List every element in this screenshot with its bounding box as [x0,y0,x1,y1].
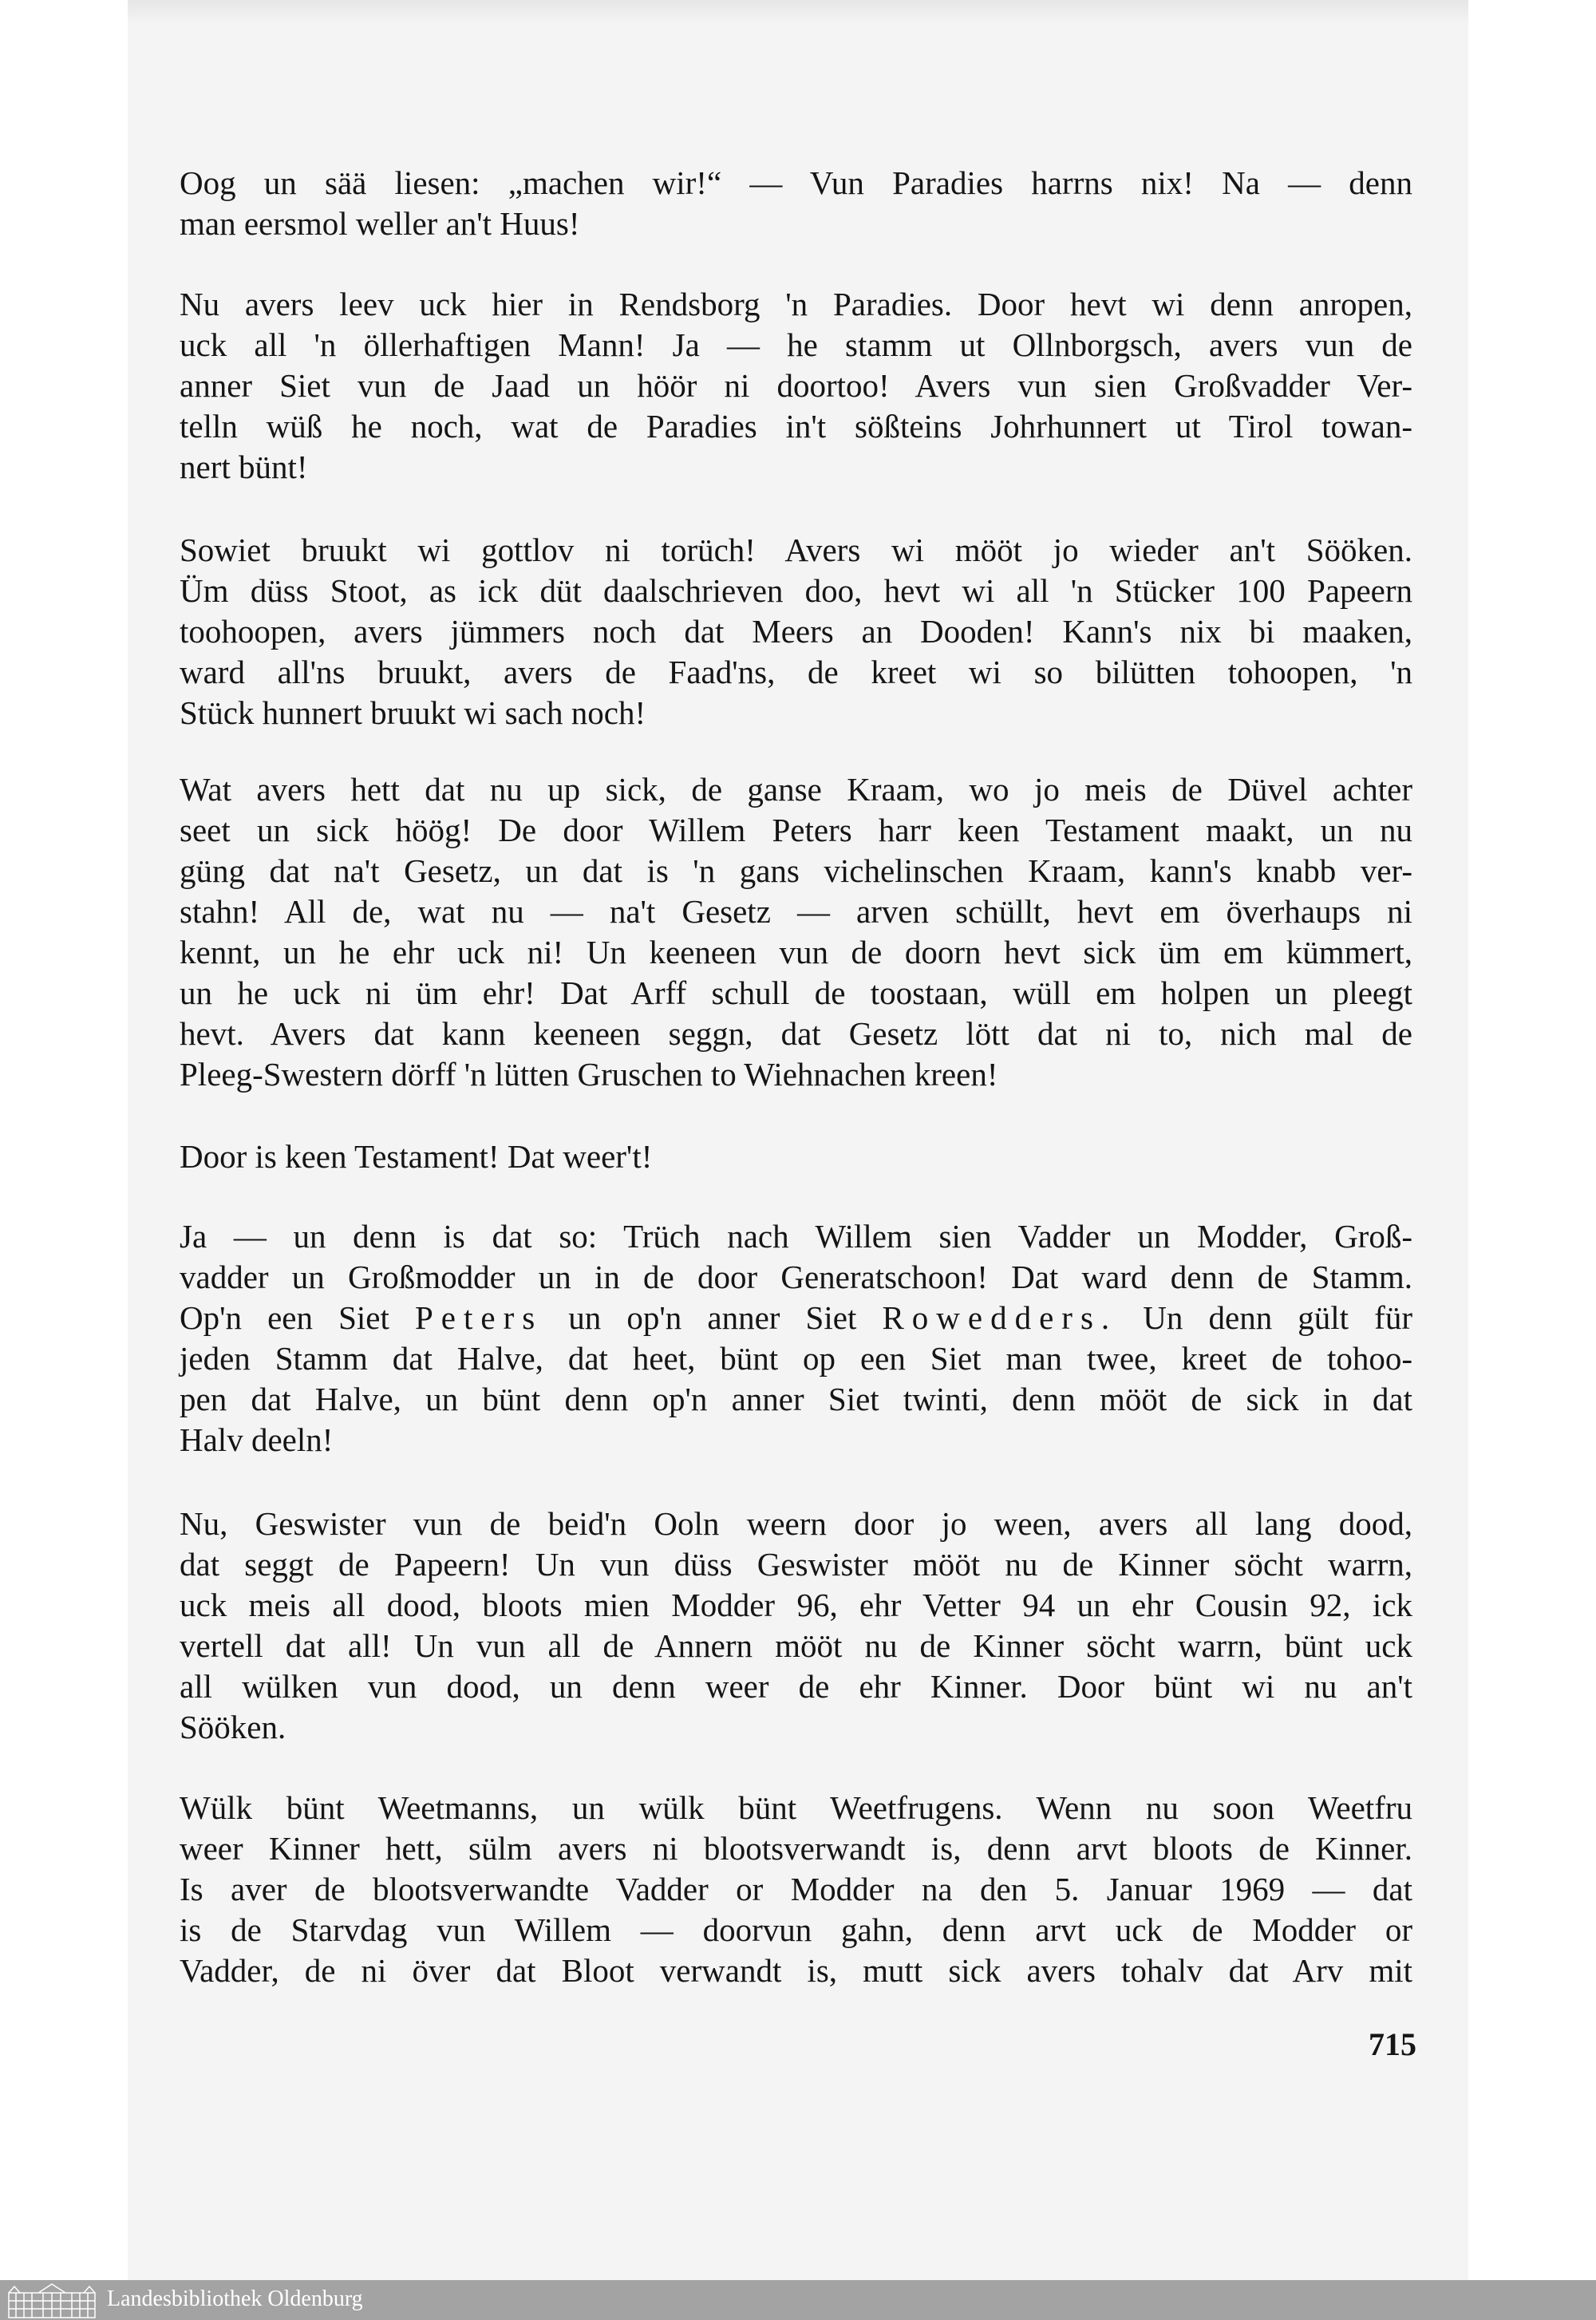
spaced-name: Rowedders. [882,1299,1118,1336]
page-edge [128,0,1468,24]
text-segment: uck all 'n öllerhaftigen Mann! Ja — he stamm ut Ollnborgsch, avers vun de [180,326,1412,363]
text-segment: toohoopen, avers jümmers noch dat Meers an Dooden! Kann's nix bi maaken, [180,613,1412,650]
text-segment: anner Siet vun de Jaad un höör ni doortoo! Avers vun sien Großvadder Ver- [180,367,1412,404]
text-line [180,1504,1412,1544]
text-segment: Ja — un denn is dat so: Trüch nach Willem sien Vadder un Modder, Groß- [180,1218,1412,1255]
text-segment: Wat avers hett dat nu up sick, de ganse Kraam, wo jo meis de Düvel achter [180,771,1412,808]
text-line [180,891,1412,932]
text-segment: Op'n een Siet [180,1299,415,1336]
text-segment: jeden Stamm dat Halve, dat heet, bünt op een Siet man twee, kreet de tohoo- [180,1340,1412,1377]
text-segment: weer Kinner hett, sülm avers ni blootsverwandt is, denn arvt bloots de Kinner. [180,1830,1412,1867]
text-line [180,611,1412,652]
text-line [180,851,1412,891]
text-line [180,366,1412,406]
library-name: Landesbibliothek Oldenburg [107,2286,363,2311]
text-line [180,1585,1412,1626]
text-line [180,1950,1412,1991]
paragraph [180,1504,1412,1748]
text-line [180,204,1412,244]
text-segment: un he uck ni üm ehr! Dat Arff schull de toostaan, wüll em holpen un pleegt [180,974,1412,1011]
text-line [180,1869,1412,1910]
text-line [180,1379,1412,1420]
text-segment: is de Starvdag vun Willem — doorvun gahn, denn arvt uck de Modder or [180,1911,1412,1948]
text-line [180,1910,1412,1950]
text-line [180,1257,1412,1298]
text-segment: Oog un sää liesen: „machen wir!“ — Vun Paradies harrns nix! Na — denn [180,164,1412,201]
text-segment: ward all'ns bruukt, avers de Faad'ns, de kreet wi so bilütten tohoopen, 'n [180,654,1412,690]
text-segment: Üm düss Stoot, as ick düt daalschrieven doo, hevt wi all 'n Stücker 100 Papeern [180,572,1412,609]
text-line [180,1298,1412,1338]
text-line [180,1626,1412,1666]
paragraph [180,1216,1412,1460]
text-segment: Un denn gült für [1117,1299,1412,1336]
text-line [180,1136,1412,1177]
text-line [180,1216,1412,1257]
text-line [180,652,1412,693]
paragraph [180,530,1412,733]
text-line [180,1420,1412,1460]
text-line [180,284,1412,325]
text-segment: Door is keen Testament! Dat weer't! [180,1138,653,1175]
text-segment: kennt, un he ehr uck ni! Un keeneen vun de doorn hevt sick üm em kümmert, [180,934,1412,970]
paragraph [180,769,1412,1095]
text-line [180,1707,1412,1748]
text-line [180,1054,1412,1095]
text-line [180,973,1412,1014]
text-line [180,163,1412,204]
text-segment: telln wüß he noch, wat de Paradies in't sößteins Johrhunnert ut Tirol towan- [180,408,1412,445]
text-segment: Stück hunnert bruukt wi sach noch! [180,694,646,731]
paragraph [180,284,1412,488]
text-segment: seet un sick höög! De door Willem Peters harr keen Testament maakt, un nu [180,812,1412,848]
text-line [180,932,1412,973]
text-segment: Halv deeln! [180,1421,334,1458]
text-segment: pen dat Halve, un bünt denn op'n anner Siet twinti, denn mööt de sick in dat [180,1381,1412,1417]
page-number: 715 [1369,2026,1416,2062]
text-segment: Pleeg-Swestern dörff 'n lütten Gruschen to Wiehnachen kreen! [180,1056,998,1093]
text-line [180,571,1412,611]
text-line [180,769,1412,810]
text-segment: Sowiet bruukt wi gottlov ni torüch! Avers wi mööt jo wieder an't Sööken. [180,532,1412,568]
text-line [180,406,1412,447]
text-line [180,810,1412,851]
text-segment: nert bünt! [180,449,308,485]
text-segment: Vadder, de ni över dat Bloot verwandt is, mutt sick avers tohalv dat Arv mit [180,1952,1412,1989]
text-segment: Is aver de blootsverwandte Vadder or Modder na den 5. Januar 1969 — dat [180,1871,1412,1907]
text-line [180,1828,1412,1869]
text-segment: Sööken. [180,1709,286,1745]
text-segment: stahn! All de, wat nu — na't Gesetz — arven schüllt, hevt em överhaups ni [180,893,1412,930]
library-building-logo [6,2282,98,2318]
text-segment: Wülk bünt Weetmanns, un wülk bünt Weetfrugens. Wenn nu soon Weetfru [180,1789,1412,1826]
text-line [180,530,1412,571]
text-segment: dat seggt de Papeern! Un vun düss Geswister mööt nu de Kinner söcht warrn, [180,1546,1412,1583]
text-line [180,1788,1412,1828]
paragraph [180,1788,1412,1991]
text-segment: hevt. Avers dat kann keeneen seggn, dat Gesetz lött dat ni to, nich mal de [180,1015,1412,1052]
paragraph [180,163,1412,244]
text-line [180,1338,1412,1379]
paragraph [180,1136,1412,1177]
text-segment: all wülken vun dood, un denn weer de ehr Kinner. Door bünt wi nu an't [180,1668,1412,1705]
text-segment: güng dat na't Gesetz, un dat is 'n gans vichelinschen Kraam, kann's knabb ver- [180,852,1412,889]
text-segment: vertell dat all! Un vun all de Annern mööt nu de Kinner söcht warrn, bünt uck [180,1627,1412,1664]
text-line [180,1666,1412,1707]
text-line [180,325,1412,366]
text-segment: Nu, Geswister vun de beid'n Ooln weern door jo ween, avers all lang dood, [180,1505,1412,1542]
text-segment: Nu avers leev uck hier in Rendsborg 'n Paradies. Door hevt wi denn anropen, [180,286,1412,322]
text-line [180,693,1412,733]
text-segment: uck meis all dood, bloots mien Modder 96, ehr Vetter 94 un ehr Cousin 92, ick [180,1587,1412,1623]
text-line [180,1544,1412,1585]
text-segment: vadder un Großmodder un in de door Generatschoon! Dat ward denn de Stamm. [180,1259,1412,1295]
text-segment: un op'n anner Siet [543,1299,883,1336]
library-footer-bar [0,2280,1596,2320]
spaced-name: Peters [415,1299,543,1336]
text-line [180,1014,1412,1054]
text-segment: man eersmol weller an't Huus! [180,205,580,242]
text-line [180,447,1412,488]
